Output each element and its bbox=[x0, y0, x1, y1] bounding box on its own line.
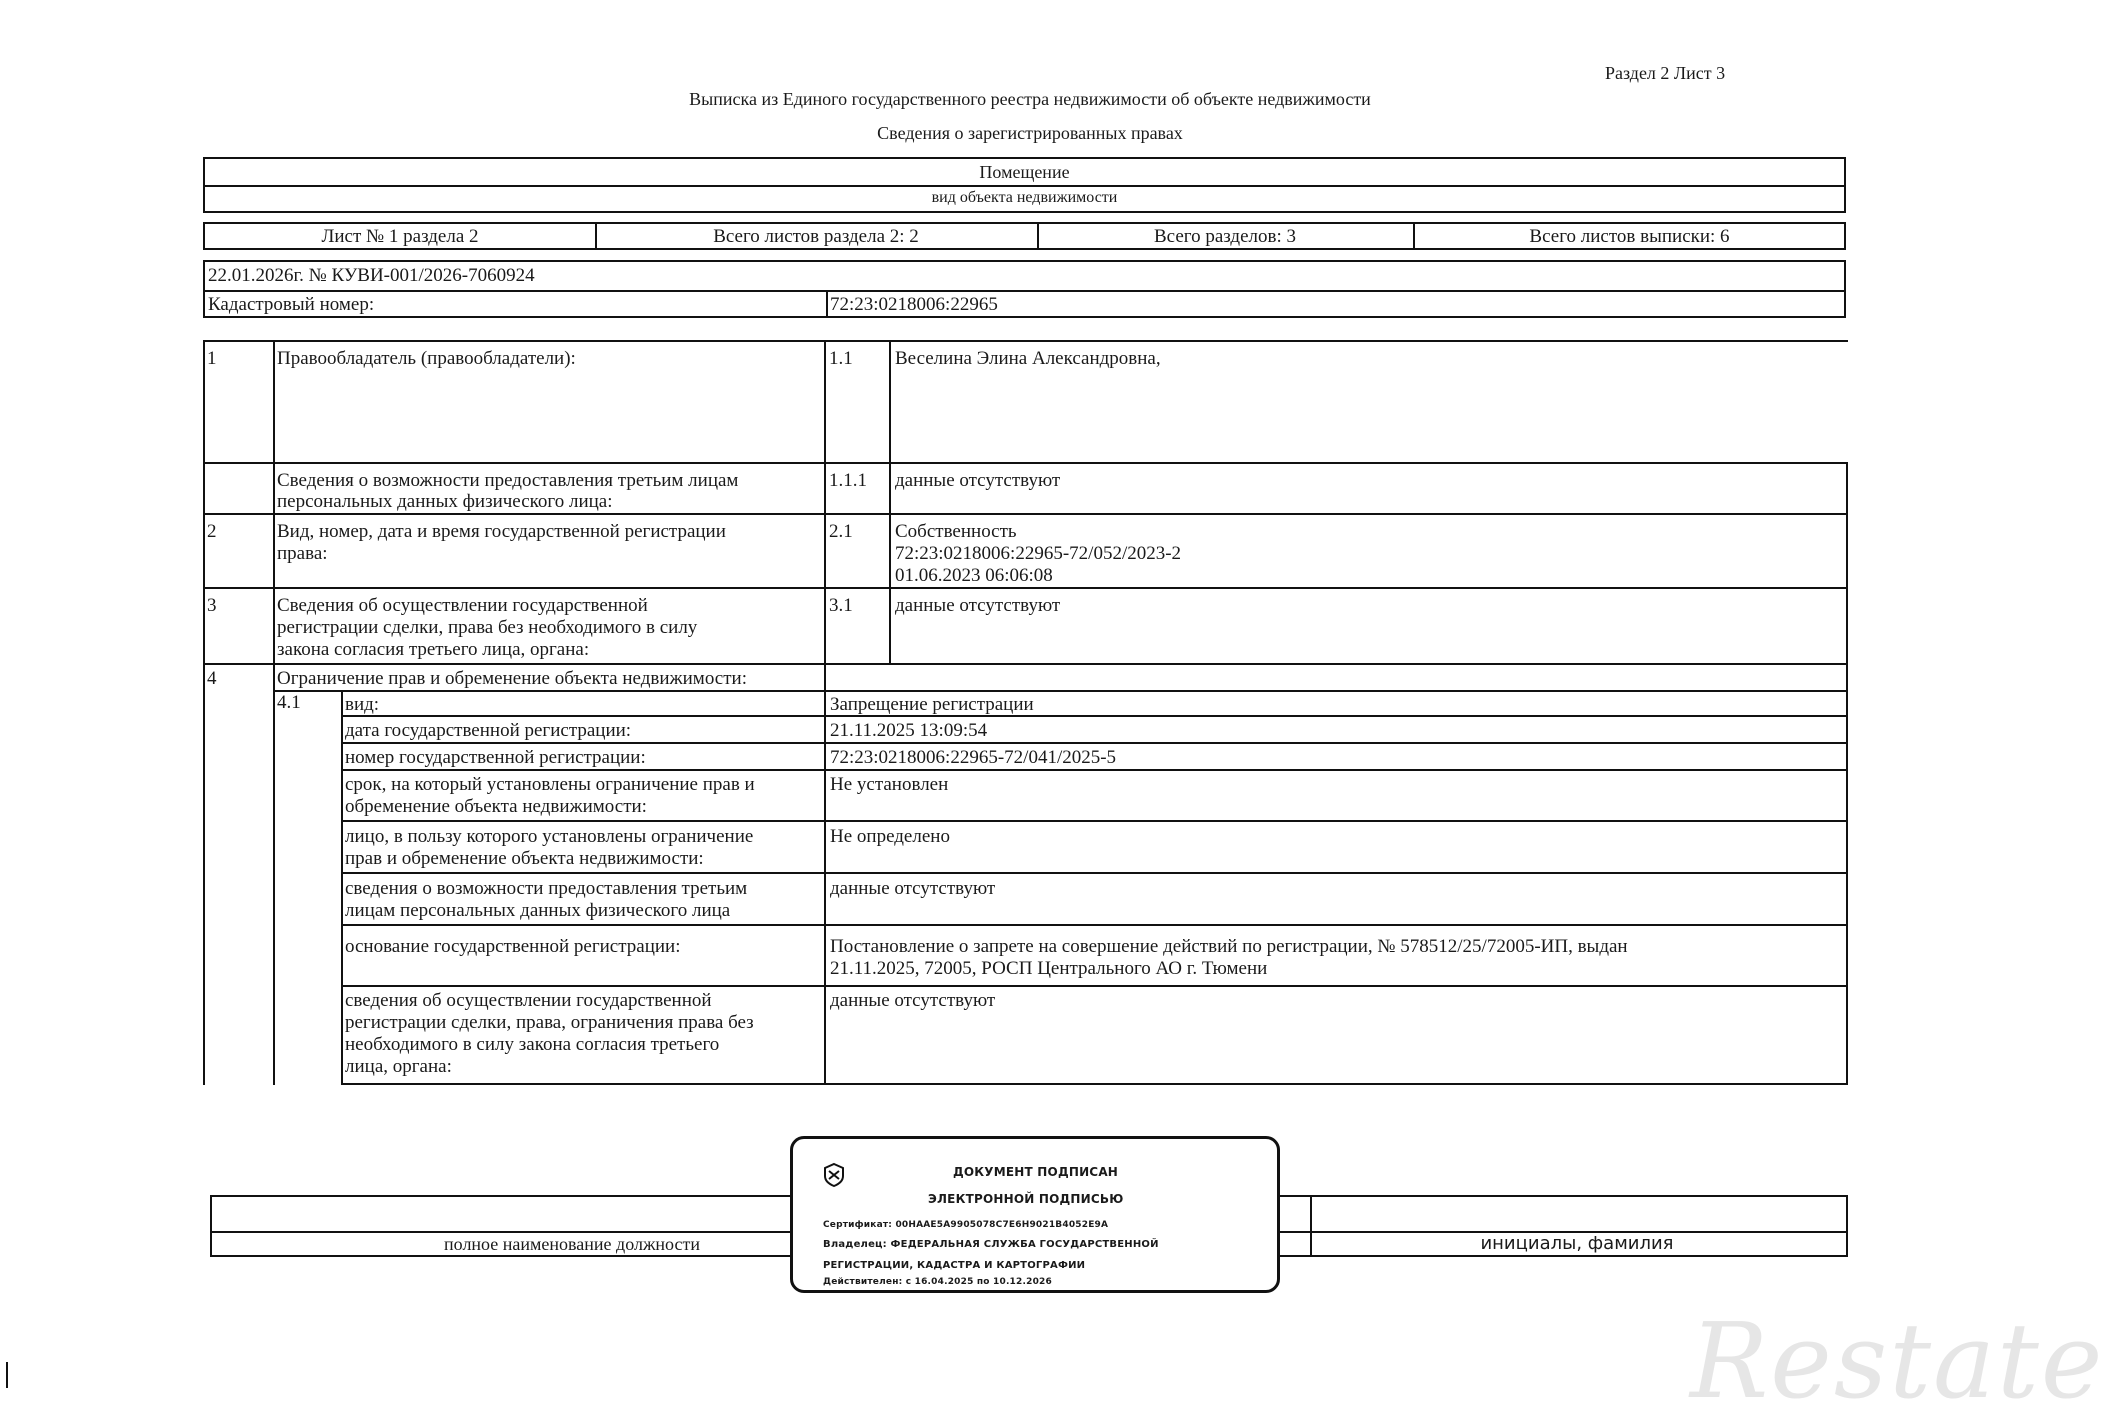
scan-mark bbox=[6, 1362, 8, 1388]
rights-table bbox=[203, 340, 1848, 1085]
sheets-info-row bbox=[203, 222, 1846, 250]
restriction-person-label-line-2: прав и обременение объекта недвижимости: bbox=[345, 848, 704, 869]
name-caption: инициалы, фамилия bbox=[1480, 1233, 1674, 1254]
stamp-line-4: Владелец: ФЕДЕРАЛЬНАЯ СЛУЖБА ГОСУДАРСТВЕННОЙ bbox=[823, 1239, 1159, 1250]
stamp-line-2: ЭЛЕКТРОННОЙ ПОДПИСЬЮ bbox=[928, 1192, 1124, 1206]
row-1a-subnumber: 1.1.1 bbox=[829, 470, 867, 491]
row-4-number: 4 bbox=[207, 668, 217, 689]
restriction-pd-value: данные отсутствуют bbox=[830, 878, 996, 899]
ownership-registration-number: 72:23:0218006:22965-72/052/2023-2 bbox=[895, 543, 1182, 564]
total-sections: Всего разделов: 3 bbox=[1153, 226, 1297, 247]
total-sheets-extract: Всего листов выписки: 6 bbox=[1529, 226, 1730, 247]
page-subtitle: Сведения о зарегистрированных правах bbox=[877, 123, 1183, 143]
restriction-basis-label: основание государственной регистрации: bbox=[345, 936, 681, 957]
restriction-consent-label-line-4: лица, органа: bbox=[345, 1056, 452, 1077]
restriction-number-label: номер государственной регистрации: bbox=[345, 747, 646, 768]
row-2-subnumber: 2.1 bbox=[829, 521, 853, 542]
object-type-caption: вид объекта недвижимости bbox=[931, 189, 1118, 206]
row-1-number: 1 bbox=[207, 348, 217, 369]
restriction-term-label-line-2: обременение объекта недвижимости: bbox=[345, 796, 647, 817]
row-1-subnumber: 1.1 bbox=[829, 348, 853, 369]
restriction-consent-label-line-2: регистрации сделки, права, ограничения права без bbox=[345, 1012, 754, 1033]
emblem-icon bbox=[823, 1163, 845, 1187]
object-type-value: Помещение bbox=[979, 162, 1070, 182]
restriction-basis-value-line-2: 21.11.2025, 72005, РОСП Центрального АО г. Тюмени bbox=[830, 958, 1268, 979]
ownership-type: Собственность bbox=[895, 521, 1017, 542]
restriction-term-label-line-1: срок, на который установлены ограничение прав и bbox=[345, 774, 755, 795]
row-3-label-line-3: закона согласия третьего лица, органа: bbox=[277, 639, 590, 660]
row-4-label: Ограничение прав и обременение объекта недвижимости: bbox=[277, 668, 747, 689]
stamp-line-6: Действителен: с 16.04.2025 по 10.12.2026 bbox=[823, 1277, 1052, 1287]
row-1a-label-line-1: Сведения о возможности предоставления третьим лицам bbox=[277, 470, 739, 491]
row-3-label-line-2: регистрации сделки, права без необходимого в силу bbox=[277, 617, 698, 638]
restriction-term-value: Не установлен bbox=[830, 774, 949, 795]
restriction-basis-value-line-1: Постановление о запрете на совершение действий по регистрации, № 578512/25/72005-ИП, выдан bbox=[830, 936, 1628, 957]
electronic-signature-stamp bbox=[790, 1136, 1280, 1293]
restriction-consent-label-line-1: сведения об осуществлении государственной bbox=[345, 990, 712, 1011]
stamp-line-1: ДОКУМЕНТ ПОДПИСАН bbox=[953, 1165, 1119, 1179]
section-sheet-label: Раздел 2 Лист 3 bbox=[1605, 63, 1726, 83]
row-3-value: данные отсутствуют bbox=[895, 595, 1061, 616]
row-3-label-line-1: Сведения об осуществлении государственной bbox=[277, 595, 648, 616]
row-1-label: Правообладатель (правообладатели): bbox=[277, 348, 576, 369]
row-1a-value: данные отсутствуют bbox=[895, 470, 1061, 491]
restriction-consent-value: данные отсутствуют bbox=[830, 990, 996, 1011]
ownership-registration-date: 01.06.2023 06:06:08 bbox=[895, 565, 1053, 586]
restriction-kind-value: Запрещение регистрации bbox=[830, 694, 1034, 715]
doc-info-box bbox=[203, 260, 1846, 318]
row-2-label-line-2: права: bbox=[277, 543, 328, 564]
restriction-person-label-line-1: лицо, в пользу которого установлены ограничение bbox=[345, 826, 754, 847]
total-sheets-section: Всего листов раздела 2: 2 bbox=[713, 226, 919, 247]
position-caption: полное наименование должности bbox=[444, 1234, 700, 1254]
restriction-person-value: Не определено bbox=[830, 826, 950, 847]
object-type-box bbox=[203, 157, 1846, 213]
doc-date-number: 22.01.2026г. № КУВИ-001/2026-7060924 bbox=[208, 265, 535, 286]
restriction-kind-label: вид: bbox=[345, 694, 380, 715]
cadastral-label: Кадастровый номер: bbox=[208, 294, 375, 315]
row-4-subnumber: 4.1 bbox=[277, 692, 301, 713]
row-2-label-line-1: Вид, номер, дата и время государственной регистрации bbox=[277, 521, 726, 542]
restriction-pd-label-line-2: лицам персональных данных физического лица bbox=[345, 900, 731, 921]
stamp-line-3: Сертификат: 00НААЕ5А9905078С7Е6Н9021В4052Е9А bbox=[823, 1220, 1109, 1230]
row-3-number: 3 bbox=[207, 595, 217, 616]
sheet-number: Лист № 1 раздела 2 bbox=[321, 226, 479, 247]
restriction-date-label: дата государственной регистрации: bbox=[345, 720, 632, 741]
restriction-pd-label-line-1: сведения о возможности предоставления третьим bbox=[345, 878, 748, 899]
restriction-consent-label-line-3: необходимого в силу закона согласия третьего bbox=[345, 1034, 720, 1055]
right-holder-name: Веселина Элина Александровна, bbox=[895, 348, 1161, 369]
row-3-subnumber: 3.1 bbox=[829, 595, 853, 616]
restriction-number-value: 72:23:0218006:22965-72/041/2025-5 bbox=[830, 747, 1117, 768]
stamp-line-5: РЕГИСТРАЦИИ, КАДАСТРА И КАРТОГРАФИИ bbox=[823, 1260, 1086, 1271]
restate-watermark: Restate bbox=[1690, 1300, 2104, 1422]
page-title: Выписка из Единого государственного реестра недвижимости об объекте недвижимости bbox=[689, 89, 1371, 109]
row-2-number: 2 bbox=[207, 521, 217, 542]
row-1a-label-line-2: персональных данных физического лица: bbox=[277, 491, 613, 512]
cadastral-number: 72:23:0218006:22965 bbox=[830, 294, 998, 315]
restriction-date-value: 21.11.2025 13:09:54 bbox=[830, 720, 988, 741]
